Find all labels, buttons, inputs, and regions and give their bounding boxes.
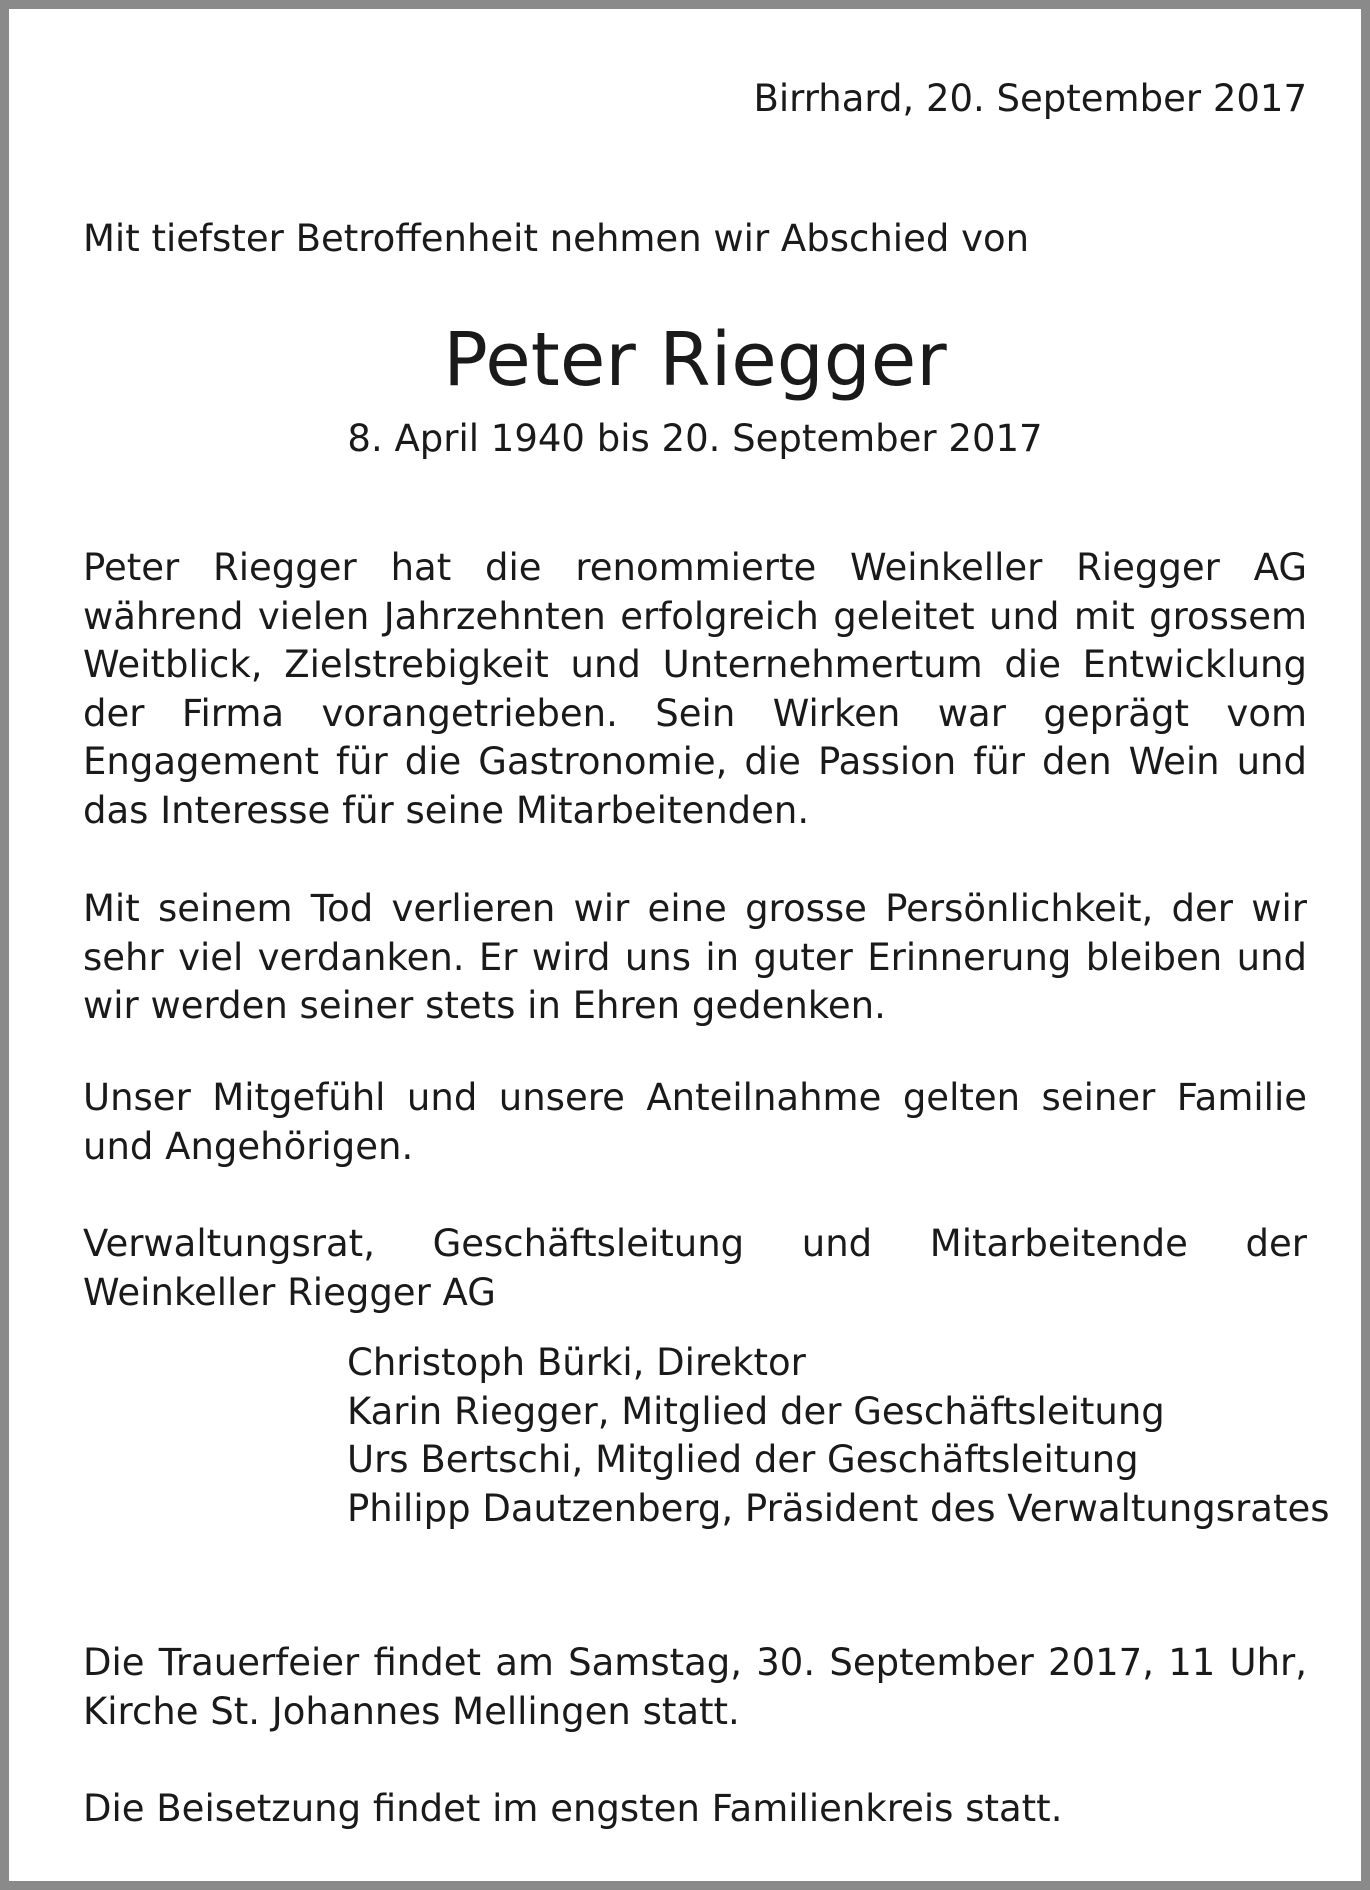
signers-list [347, 1339, 1330, 1533]
place-and-date: Birrhard, 20. September 2017 [753, 77, 1307, 120]
tribute-paragraph: Peter Riegger hat die renommierte Weinkeller Riegger AG während vielen Jahrzehnten erfolgreich geleitet und mit grossem Weitblick, Zielstrebigkeit und Unternehmertum die Entwicklung der Firma vorangetrieben. Sein Wirken war geprägt vom Engagement für die Gastronomie, die Passion für den Wein und das Interesse für seine Mitarbeitenden. [83, 546, 1307, 832]
ceremony-info: Die Trauerfeier findet am Samstag, 30. September 2017, 11 Uhr, Kirche St. Johannes Mellingen statt. [83, 1641, 1307, 1733]
burial-info: Die Beisetzung findet im engsten Familienkreis statt. [83, 1787, 1063, 1830]
signer: Philipp Dautzenberg, Präsident des Verwaltungsrates [347, 1486, 1330, 1530]
sender-paragraph: Verwaltungsrat, Geschäftsleitung und Mitarbeitende der Weinkeller Riegger AG [83, 1222, 1307, 1314]
deceased-name: Peter Riegger [443, 317, 947, 403]
signer: Urs Bertschi, Mitglied der Geschäftsleitung [347, 1438, 1139, 1481]
loss-paragraph: Mit seinem Tod verlieren wir eine grosse Persönlichkeit, der wir sehr viel verdanken. Er wird uns in guter Erinnerung bleiben und wir werden seiner stets in Ehren gedenken. [83, 887, 1307, 1027]
life-dates: 8. April 1940 bis 20. September 2017 [347, 417, 1043, 460]
signer: Karin Riegger, Mitglied der Geschäftsleitung [347, 1389, 1165, 1433]
intro-line: Mit tiefster Betroffenheit nehmen wir Abschied von [83, 217, 1030, 260]
condolence-paragraph: Unser Mitgefühl und unsere Anteilnahme gelten seiner Familie und Angehörigen. [83, 1076, 1307, 1168]
signer: Christoph Bürki, Direktor [347, 1341, 806, 1384]
